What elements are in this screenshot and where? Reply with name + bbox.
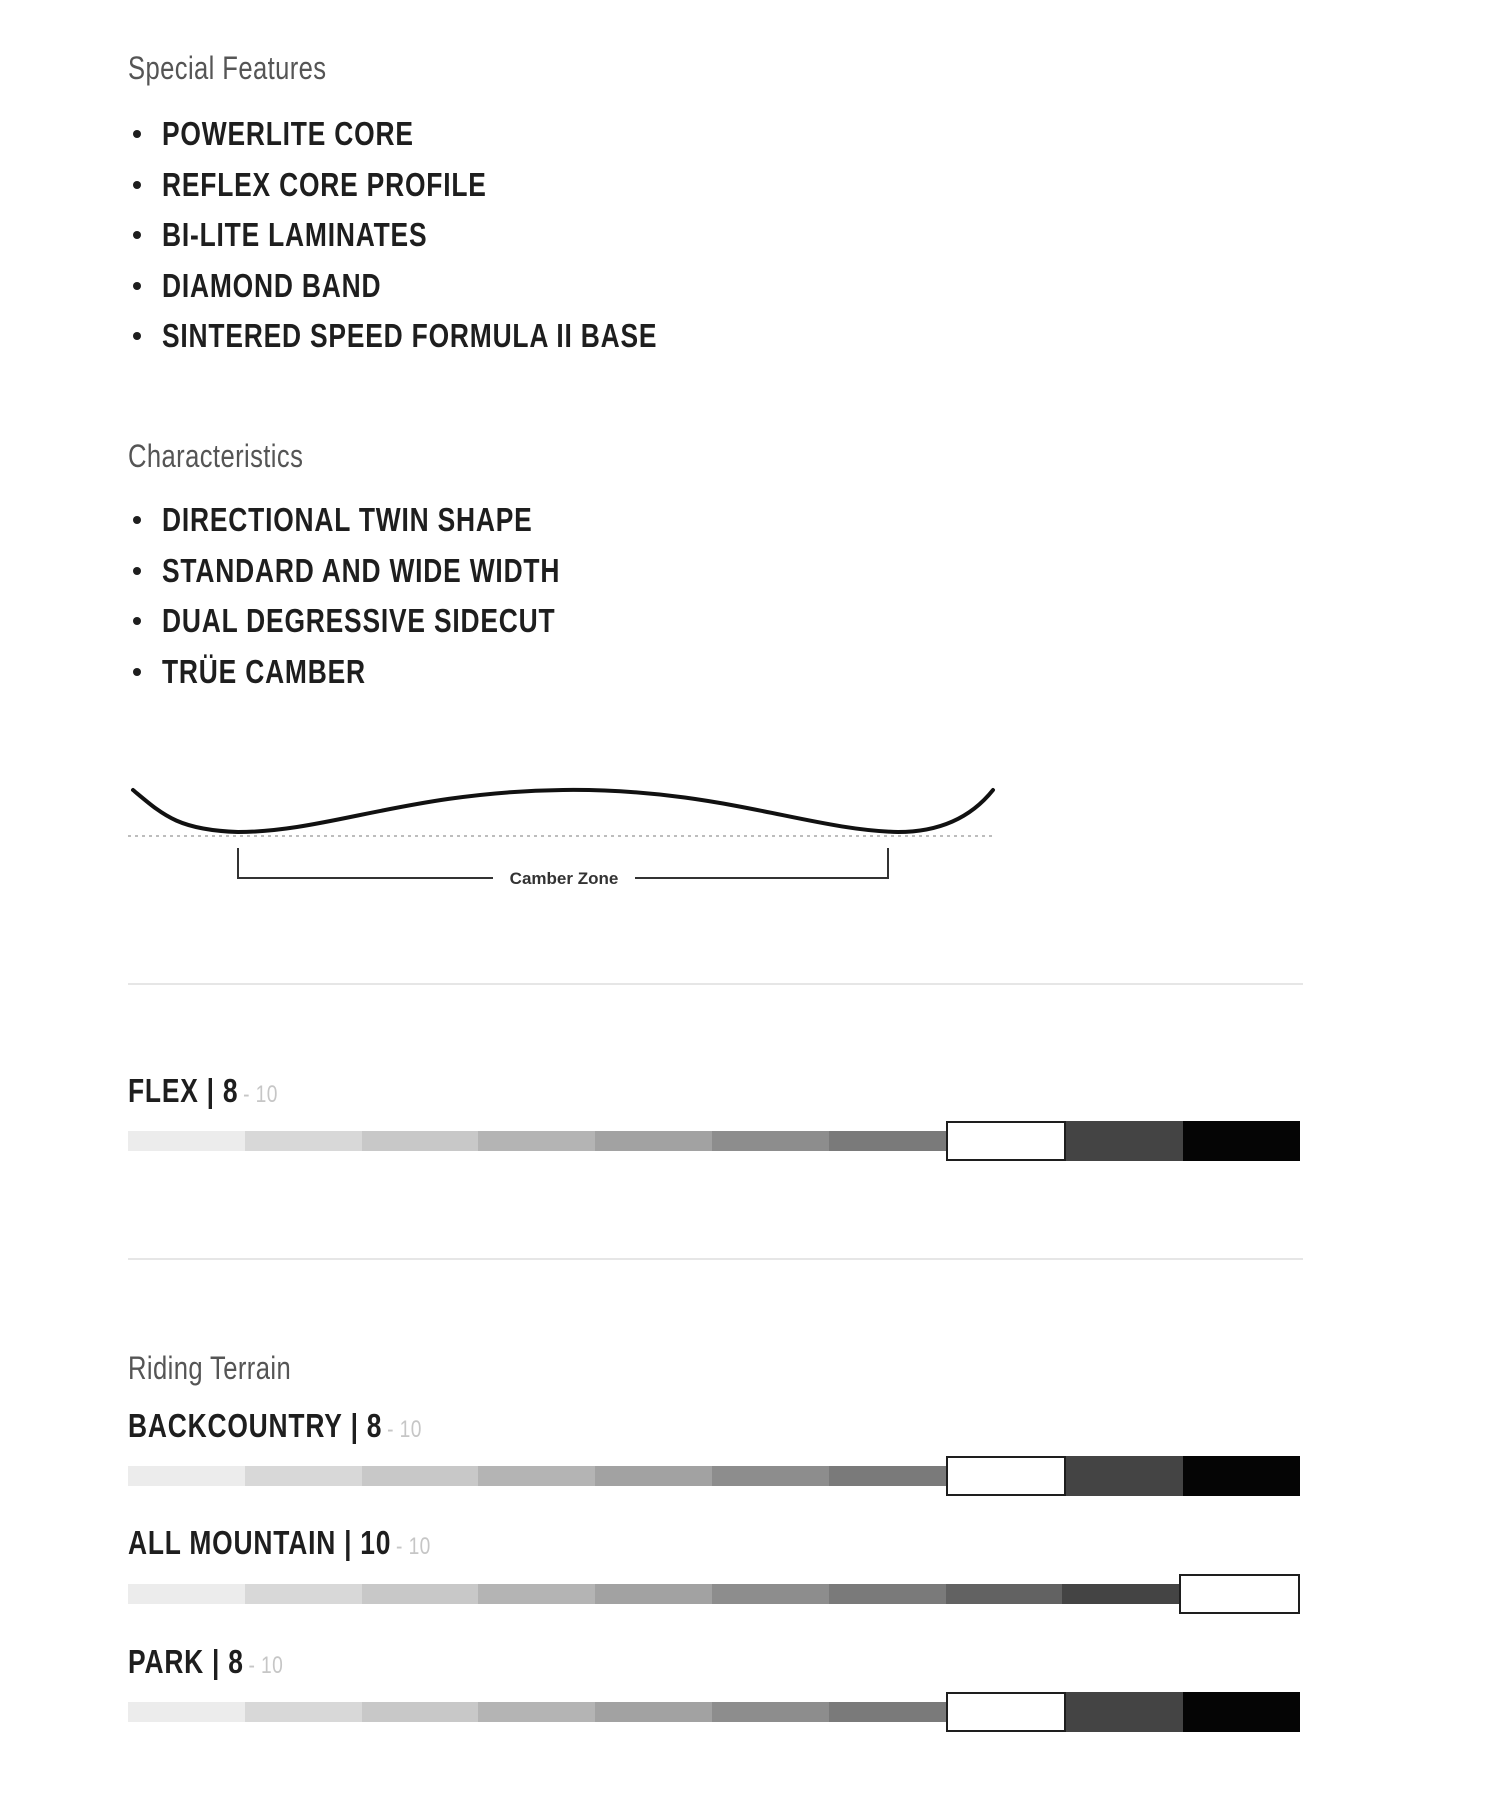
rating-name: PARK xyxy=(128,1643,205,1680)
feature-text: STANDARD AND WIDE WIDTH xyxy=(162,551,561,589)
all-mountain-label xyxy=(128,1524,431,1562)
characteristics-list xyxy=(128,495,660,697)
feature-item xyxy=(128,596,660,647)
camber-profile-diagram xyxy=(128,770,1008,900)
feature-item xyxy=(128,160,781,211)
rating-separator: | xyxy=(344,1524,353,1561)
feature-text: SINTERED SPEED FORMULA II BASE xyxy=(162,317,658,355)
bullet-icon xyxy=(133,332,141,340)
scale-segment xyxy=(245,1702,362,1722)
bullet-icon xyxy=(133,130,141,138)
park-scale-bar xyxy=(128,1692,1300,1732)
scale-segment xyxy=(128,1584,245,1604)
feature-text: REFLEX CORE PROFILE xyxy=(162,165,487,203)
scale-segment xyxy=(478,1466,595,1486)
scale-segment xyxy=(362,1466,479,1486)
scale-segment xyxy=(712,1131,829,1151)
scale-segment-active xyxy=(1179,1574,1300,1614)
park-label xyxy=(128,1643,283,1681)
feature-text: BI-LITE LAMINATES xyxy=(162,216,428,254)
bullet-icon xyxy=(133,516,141,524)
scale-segment xyxy=(1066,1692,1183,1732)
bullet-icon xyxy=(133,617,141,625)
feature-text: TRÜE CAMBER xyxy=(162,652,366,690)
divider xyxy=(128,1258,1303,1260)
feature-item xyxy=(128,495,660,546)
flex-scale-bar xyxy=(128,1121,1300,1161)
feature-text: DIAMOND BAND xyxy=(162,266,382,304)
divider xyxy=(128,983,1303,985)
feature-item xyxy=(128,261,781,312)
backcountry-label xyxy=(128,1407,422,1445)
bullet-icon xyxy=(133,231,141,239)
rating-value: 10 xyxy=(360,1524,392,1561)
rating-max: - 10 xyxy=(396,1533,431,1560)
camber-zone-bracket-left xyxy=(238,848,493,878)
scale-segment xyxy=(829,1584,946,1604)
rating-name: FLEX xyxy=(128,1072,199,1109)
backcountry-scale-bar xyxy=(128,1456,1300,1496)
feature-item xyxy=(128,311,781,362)
special-features-list xyxy=(128,109,781,362)
rating-value: 8 xyxy=(222,1072,239,1109)
scale-segment xyxy=(245,1466,362,1486)
all-mountain-scale-bar xyxy=(128,1574,1300,1614)
rating-separator: | xyxy=(212,1643,221,1680)
camber-zone-label: Camber Zone xyxy=(509,869,619,888)
rating-name: BACKCOUNTRY xyxy=(128,1407,343,1444)
riding-terrain-title: Riding Terrain xyxy=(128,1350,292,1386)
bullet-icon xyxy=(133,181,141,189)
scale-segment xyxy=(829,1131,946,1151)
feature-text: DUAL DEGRESSIVE SIDECUT xyxy=(162,602,556,640)
scale-segment xyxy=(478,1131,595,1151)
feature-item xyxy=(128,210,781,261)
scale-segment xyxy=(1066,1456,1183,1496)
scale-segment xyxy=(595,1466,712,1486)
scale-segment xyxy=(245,1131,362,1151)
scale-segment xyxy=(595,1702,712,1722)
scale-segment-active xyxy=(946,1121,1067,1161)
feature-item xyxy=(128,546,660,597)
scale-segment xyxy=(712,1702,829,1722)
scale-segment-active xyxy=(946,1692,1067,1732)
scale-segment xyxy=(829,1466,946,1486)
board-profile-curve xyxy=(133,790,993,832)
rating-max: - 10 xyxy=(387,1416,422,1443)
scale-segment xyxy=(362,1584,479,1604)
rating-value: 8 xyxy=(228,1643,244,1680)
rating-value: 8 xyxy=(366,1407,383,1444)
scale-segment xyxy=(829,1702,946,1722)
scale-segment xyxy=(362,1131,479,1151)
rating-max: - 10 xyxy=(243,1081,278,1108)
scale-segment xyxy=(128,1466,245,1486)
rating-name: ALL MOUNTAIN xyxy=(128,1524,337,1561)
scale-segment xyxy=(1066,1121,1183,1161)
special-features-title: Special Features xyxy=(128,50,327,86)
scale-segment xyxy=(245,1584,362,1604)
scale-segment xyxy=(712,1584,829,1604)
feature-item xyxy=(128,109,781,160)
scale-segment xyxy=(1183,1692,1300,1732)
scale-segment xyxy=(362,1702,479,1722)
feature-item xyxy=(128,647,660,698)
bullet-icon xyxy=(133,282,141,290)
camber-zone-bracket-right xyxy=(635,848,888,878)
scale-segment xyxy=(128,1702,245,1722)
rating-max: - 10 xyxy=(248,1652,284,1679)
bullet-icon xyxy=(133,668,141,676)
scale-segment xyxy=(595,1131,712,1151)
scale-segment-active xyxy=(946,1456,1067,1496)
flex-label xyxy=(128,1072,278,1110)
scale-segment xyxy=(595,1584,712,1604)
scale-segment xyxy=(128,1131,245,1151)
scale-segment xyxy=(712,1466,829,1486)
rating-separator: | xyxy=(350,1407,359,1444)
scale-segment xyxy=(946,1584,1063,1604)
scale-segment xyxy=(478,1702,595,1722)
feature-text: DIRECTIONAL TWIN SHAPE xyxy=(162,501,533,539)
scale-segment xyxy=(1183,1456,1300,1496)
characteristics-title: Characteristics xyxy=(128,438,304,474)
scale-segment xyxy=(1183,1121,1300,1161)
feature-text: POWERLITE CORE xyxy=(162,115,414,153)
bullet-icon xyxy=(133,567,141,575)
scale-segment xyxy=(1062,1584,1179,1604)
scale-segment xyxy=(478,1584,595,1604)
rating-separator: | xyxy=(206,1072,215,1109)
